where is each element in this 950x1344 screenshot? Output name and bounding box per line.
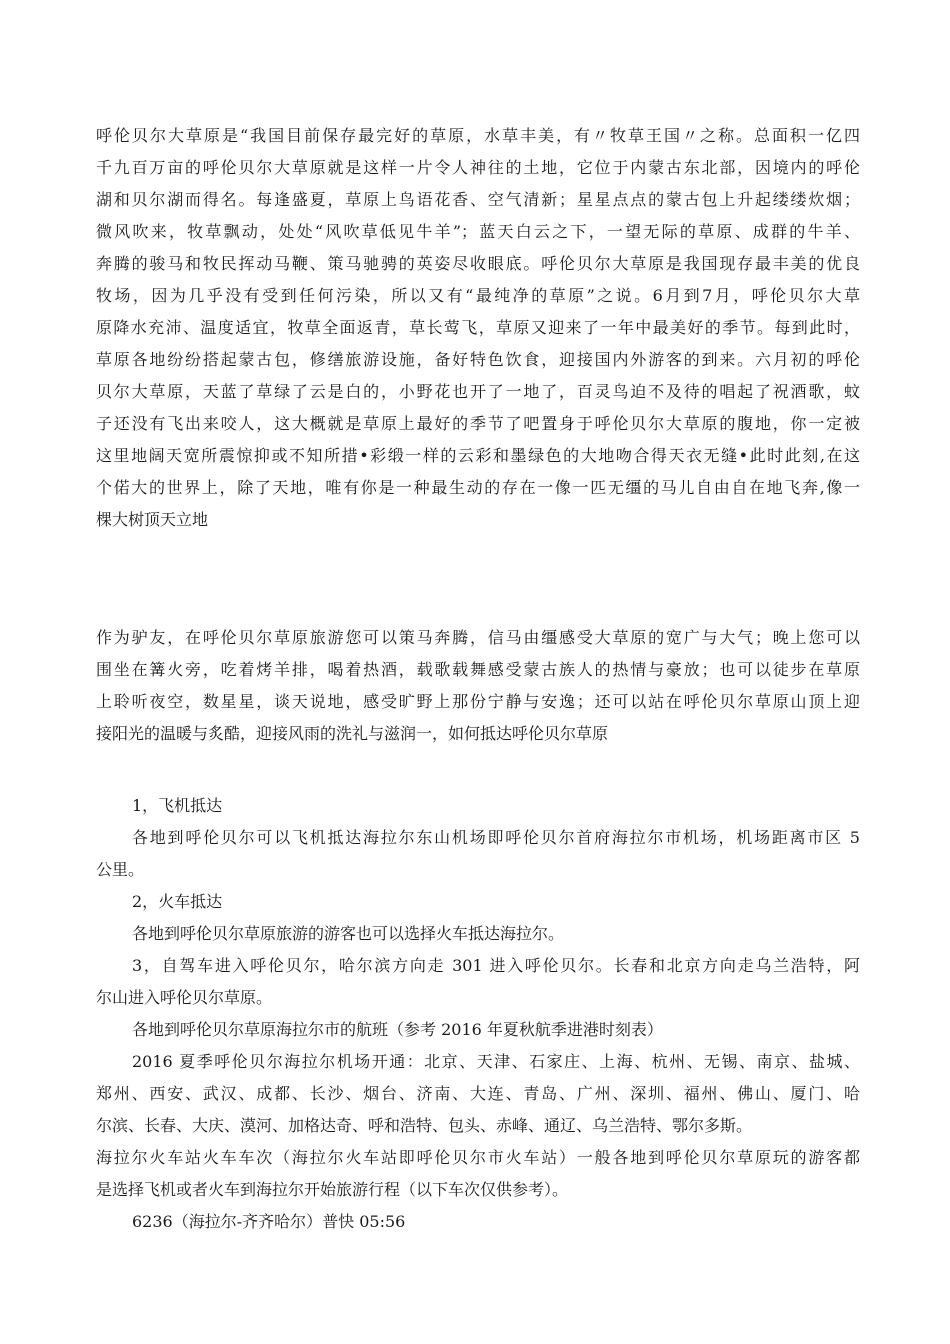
intro-line: 子还没有飞出来咬人，这大概就是草原上最好的季节了吧置身于呼伦贝尔大草原的腹地，你一定被 [96,414,860,433]
flights-text: 郑州、西安、武汉、成都、长沙、烟台、济南、大连、青岛、广州、深圳、福州、佛山、厦门、哈 [96,1084,860,1103]
flights-text: 尔滨、长春、大庆、漠河、加格达奇、呼和浩特、包头、赤峰、通辽、乌兰浩特、鄂尔多斯。 [96,1116,753,1135]
intro-line: 微风吹来，牧草飘动，处处“风吹草低见牛羊”；蓝天白云之下，一望无际的草原、成群的牛羊、 [96,222,860,241]
intro-paragraph [96,120,860,536]
intro-line: 个偌大的世界上，除了天地，唯有你是一种最生动的存在一像一匹无缰的马儿自由自在地飞奔,像一 [96,478,860,497]
plane-text: 公里。 [96,860,145,879]
intro-line: 奔腾的骏马和牧民挥动马鞭、策马驰骋的英姿尽收眼底。呼伦贝尔大草原是我国现存最丰美的优良 [96,254,860,273]
intro-line: 草原各地纷纷搭起蒙古包，修缮旅游设施，备好特色饮食，迎接国内外游客的到来。六月初的呼伦 [96,350,860,369]
station-text: 是选择飞机或者火车到海拉尔开始旅游行程（以下车次仅供参考）。 [96,1180,569,1199]
station-text: 海拉尔火车站火车车次（海拉尔火车站即呼伦贝尔市火车站）一般各地到呼伦贝尔草原玩的游客都 [96,1148,860,1167]
plane-text: 各地到呼伦贝尔可以飞机抵达海拉尔东山机场即呼伦贝尔首府海拉尔市机场，机场距离市区 5 [132,828,860,847]
travel-line: 接阳光的温暖与炙酷，迎接风雨的洗礼与滋润一，如何抵达呼伦贝尔草原 [96,724,609,743]
train-heading: 2，火车抵达 [132,892,223,911]
intro-line: 千九百万亩的呼伦贝尔大草原就是这样一片令人神往的土地，它位于内蒙古东北部，因境内的呼伦 [96,158,860,177]
flights-title: 各地到呼伦贝尔草原海拉尔市的航班（参考 2016 年夏秋航季进港时刻表） [132,1020,663,1039]
intro-line: 湖和贝尔湖而得名。每逢盛夏，草原上鸟语花香、空气清新；星星点点的蒙古包上升起缕缕炊烟； [96,190,860,209]
plane-heading: 1，飞机抵达 [132,796,223,815]
intro-line: 棵大树顶天立地 [96,510,209,529]
intro-line: 原降水充沛、温度适宜，牧草全面返青，草长莺飞，草原又迎来了一年中最美好的季节。每到此时， [96,318,860,337]
transport-section [96,790,860,1238]
train-text: 各地到呼伦贝尔草原旅游的游客也可以选择火车抵达海拉尔。 [132,924,565,943]
flights-text: 2016 夏季呼伦贝尔海拉尔机场开通：北京、天津、石家庄、上海、杭州、无锡、南京、盐城、 [132,1052,860,1071]
drive-text: 3，自驾车进入呼伦贝尔，哈尔滨方向走 301 进入呼伦贝尔。长春和北京方向走乌兰浩特，阿 [132,956,860,975]
travel-paragraph [96,622,860,750]
travel-line: 作为驴友，在呼伦贝尔草原旅游您可以策马奔腾，信马由缰感受大草原的宽广与大气；晚上您可以 [96,628,860,647]
travel-line: 围坐在篝火旁，吃着烤羊排，喝着热酒，载歌载舞感受蒙古族人的热情与豪放；也可以徒步在草原 [96,660,860,679]
intro-line: 这里地阔天宽所震惊抑或不知所措•彩缎一样的云彩和墨绿色的大地吻合得天衣无缝•此时此刻,在这 [96,446,860,465]
travel-line: 上聆听夜空，数星星，谈天说地，感受旷野上那份宁静与安逸；还可以站在呼伦贝尔草原山顶上迎 [96,692,860,711]
intro-line: 贝尔大草原，天蓝了草绿了云是白的，小野花也开了一地了，百灵鸟迫不及待的唱起了祝酒歌，蚊 [96,382,860,401]
intro-line: 呼伦贝尔大草原是“我国目前保存最完好的草原，水草丰美，有〃牧草王国〃之称。总面积一亿四 [96,126,860,145]
train-entry: 6236（海拉尔-齐齐哈尔）普快 05:56 [132,1212,406,1231]
drive-text: 尔山进入呼伦贝尔草原。 [96,988,273,1007]
intro-line: 牧场，因为几乎没有受到任何污染，所以又有“最纯净的草原”之说。6月到7月，呼伦贝尔大草 [96,286,860,305]
